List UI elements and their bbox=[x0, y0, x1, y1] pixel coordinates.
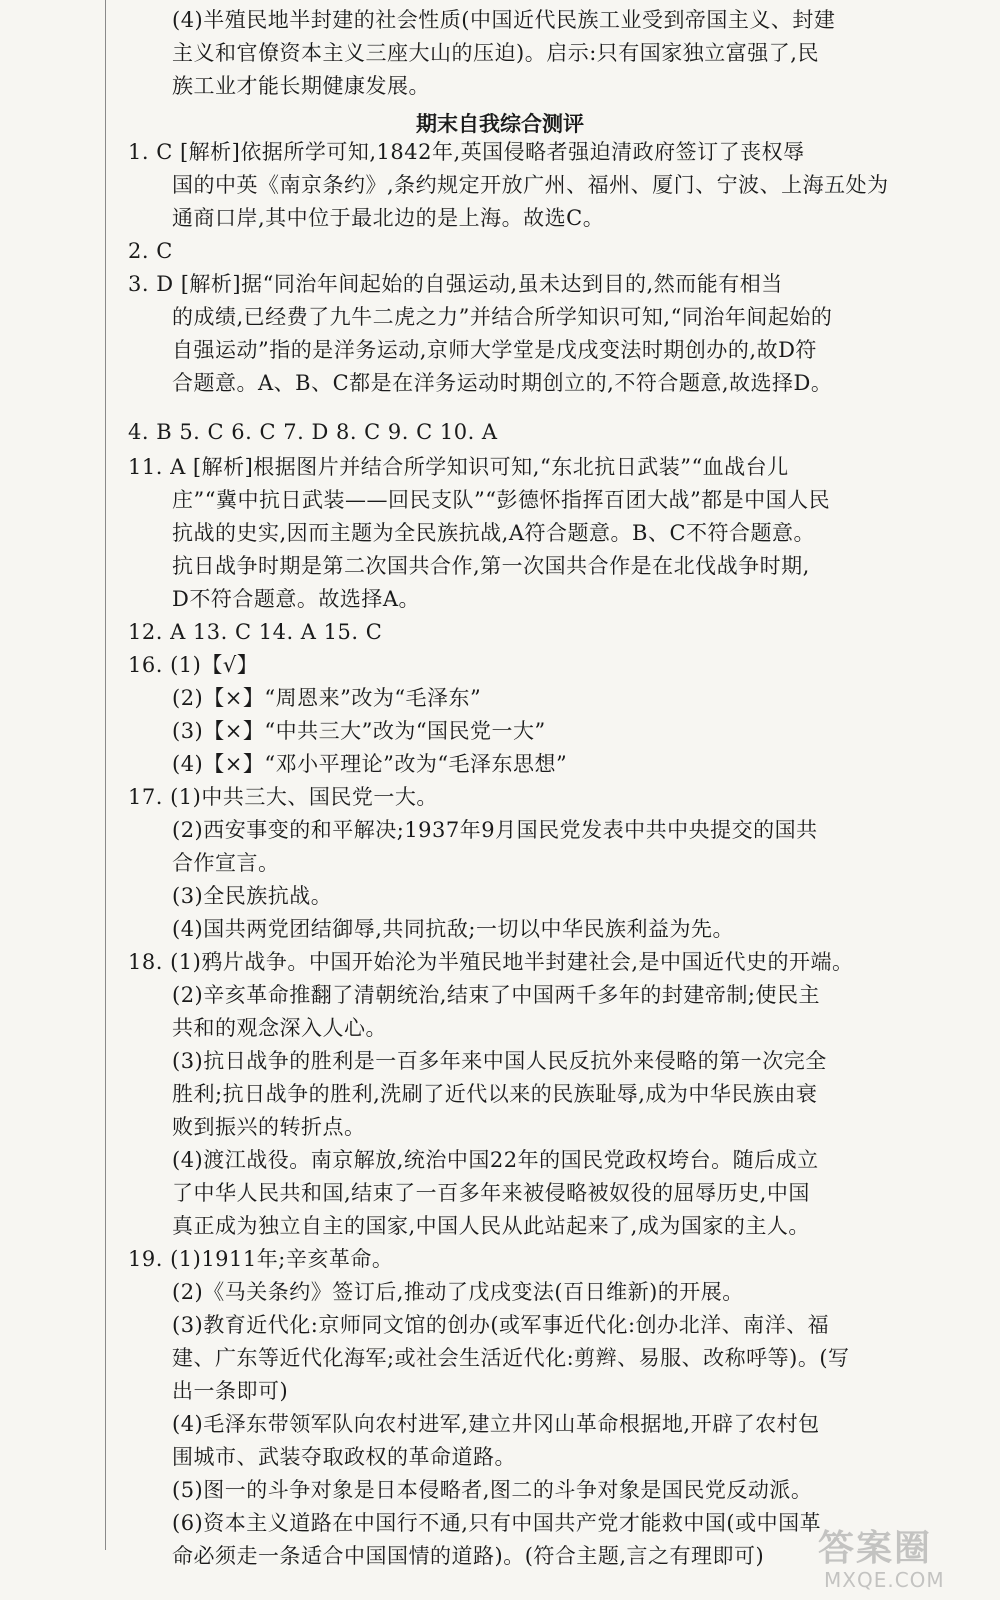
margin-rule bbox=[105, 0, 106, 1550]
text-line: (2)辛亥革命推翻了清朝统治,结束了中国两千多年的封建帝制;使民主 bbox=[172, 983, 820, 1007]
text-line: 庄”“冀中抗日武装——回民支队”“彭德怀指挥百团大战”都是中国人民 bbox=[172, 488, 831, 512]
watermark-title: 答案圈 bbox=[818, 1528, 933, 1569]
text-line: 合作宣言。 bbox=[172, 851, 280, 875]
text-line: 自强运动”指的是洋务运动,京师大学堂是戊戌变法时期创办的,故D符 bbox=[172, 338, 817, 362]
answers-12-15-line: 12. A 13. C 14. A 15. C bbox=[128, 620, 383, 644]
answer-16-line: 16. (1)【√】 bbox=[128, 653, 259, 677]
text-line: 共和的观念深入人心。 bbox=[172, 1016, 387, 1040]
text-line: (3)全民族抗战。 bbox=[172, 884, 333, 908]
text-line: 通商口岸,其中位于最北边的是上海。故选C。 bbox=[172, 206, 605, 230]
text-line: (3)【×】“中共三大”改为“国民党一大” bbox=[172, 719, 546, 743]
text-line: 抗战的史实,因而主题为全民族抗战,A符合题意。B、C不符合题意。 bbox=[172, 521, 816, 545]
answer-17-line: 17. (1)中共三大、国民党一大。 bbox=[128, 785, 438, 809]
text-line: (4)【×】“邓小平理论”改为“毛泽东思想” bbox=[172, 752, 568, 776]
text-line: 出一条即可) bbox=[172, 1379, 289, 1403]
answer-18-line: 18. (1)鸦片战争。中国开始沦为半殖民地半封建社会,是中国近代史的开端。 bbox=[128, 950, 854, 974]
text-line: 建、广东等近代化海军;或社会生活近代化:剪辫、易服、改称呼等)。(写 bbox=[172, 1346, 850, 1370]
answers-4-10-line: 4. B 5. C 6. C 7. D 8. C 9. C 10. A bbox=[128, 420, 498, 444]
text-line: (4)毛泽东带领军队向农村进军,建立井冈山革命根据地,开辟了农村包 bbox=[172, 1412, 820, 1436]
text-line: (4)半殖民地半封建的社会性质(中国近代民族工业受到帝国主义、封建 bbox=[172, 8, 836, 32]
text-line: (2)西安事变的和平解决;1937年9月国民党发表中共中央提交的国共 bbox=[172, 818, 818, 842]
watermark-site: MXQE.COM bbox=[824, 1568, 945, 1592]
answer-19-line: 19. (1)1911年;辛亥革命。 bbox=[128, 1247, 394, 1271]
text-line: (5)图一的斗争对象是日本侵略者,图二的斗争对象是国民党反动派。 bbox=[172, 1478, 813, 1502]
text-line: 真正成为独立自主的国家,中国人民从此站起来了,成为国家的主人。 bbox=[172, 1214, 810, 1238]
answer-2-line: 2. C bbox=[128, 239, 173, 263]
text-line: (2)《马关条约》签订后,推动了戊戌变法(百日维新)的开展。 bbox=[172, 1280, 744, 1304]
text-line: 围城市、武装夺取政权的革命道路。 bbox=[172, 1445, 516, 1469]
text-line: 的成绩,已经费了九牛二虎之力”并结合所学知识可知,“同治年间起始的 bbox=[172, 305, 833, 329]
text-line: 国的中英《南京条约》,条约规定开放广州、福州、厦门、宁波、上海五处为 bbox=[172, 173, 889, 197]
text-line: 主义和官僚资本主义三座大山的压迫)。启示:只有国家独立富强了,民 bbox=[172, 41, 819, 65]
text-line: 命必须走一条适合中国国情的道路)。(符合主题,言之有理即可) bbox=[172, 1544, 765, 1568]
text-line: (6)资本主义道路在中国行不通,只有中国共产党才能救中国(或中国革 bbox=[172, 1511, 822, 1535]
watermark-logo bbox=[806, 1520, 986, 1596]
text-line: D不符合题意。故选择A。 bbox=[172, 587, 421, 611]
text-line: (4)渡江战役。南京解放,统治中国22年的国民党政权垮台。随后成立 bbox=[172, 1148, 819, 1172]
text-line: 败到振兴的转折点。 bbox=[172, 1115, 366, 1139]
answer-1-line: 1. C [解析]依据所学可知,1842年,英国侵略者强迫清政府签订了丧权辱 bbox=[128, 140, 805, 164]
text-line: 了中华人民共和国,结束了一百多年来被侵略被奴役的屈辱历史,中国 bbox=[172, 1181, 810, 1205]
text-line: 抗日战争时期是第二次国共合作,第一次国共合作是在北伐战争时期, bbox=[172, 554, 810, 578]
text-line: (3)抗日战争的胜利是一百多年来中国人民反抗外来侵略的第一次完全 bbox=[172, 1049, 827, 1073]
text-line: 合题意。A、B、C都是在洋务运动时期创立的,不符合题意,故选择D。 bbox=[172, 371, 833, 395]
text-line: 族工业才能长期健康发展。 bbox=[172, 74, 430, 98]
section-heading: 期末自我综合测评 bbox=[416, 112, 584, 136]
text-line: 胜利;抗日战争的胜利,洗刷了近代以来的民族耻辱,成为中华民族由衰 bbox=[172, 1082, 818, 1106]
text-line: (3)教育近代化:京师同文馆的创办(或军事近代化:创办北洋、南洋、福 bbox=[172, 1313, 830, 1337]
text-line: (4)国共两党团结御辱,共同抗敌;一切以中华民族利益为先。 bbox=[172, 917, 734, 941]
answer-3-line: 3. D [解析]据“同治年间起始的自强运动,虽未达到目的,然而能有相当 bbox=[128, 272, 783, 296]
answer-11-line: 11. A [解析]根据图片并结合所学知识可知,“东北抗日武装”“血战台儿 bbox=[128, 455, 789, 479]
text-line: (2)【×】“周恩来”改为“毛泽东” bbox=[172, 686, 482, 710]
